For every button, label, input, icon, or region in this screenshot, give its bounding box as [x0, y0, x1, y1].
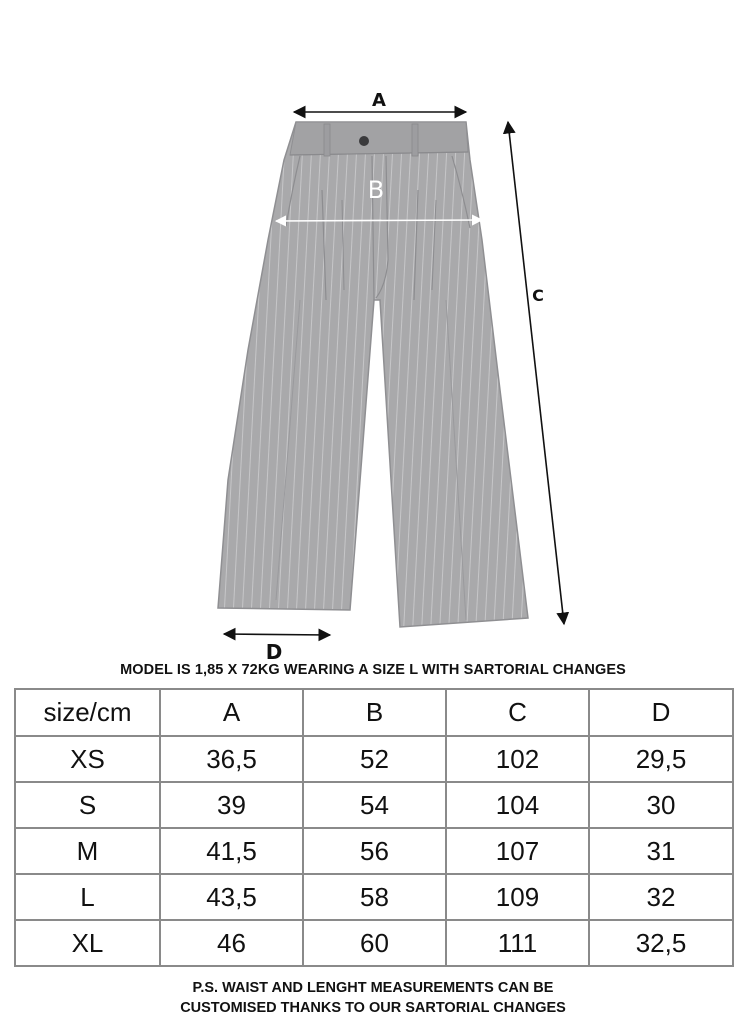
dimension-b-label: B [367, 176, 385, 204]
table-row [15, 828, 733, 874]
dimension-b-arrow [276, 220, 482, 221]
value-cell: 107 [446, 828, 589, 874]
value-cell: 32 [589, 874, 733, 920]
header-cell-c: C [446, 689, 589, 736]
value-cell: 52 [303, 736, 446, 782]
dimension-d-arrow [224, 634, 330, 635]
header-cell-size: size/cm [15, 689, 160, 736]
value-cell: 109 [446, 874, 589, 920]
header-cell-b: B [303, 689, 446, 736]
table-row [15, 736, 733, 782]
value-cell: 32,5 [589, 920, 733, 966]
value-cell: 29,5 [589, 736, 733, 782]
value-cell: 54 [303, 782, 446, 828]
value-cell: 111 [446, 920, 589, 966]
table-header-row [15, 689, 733, 736]
size-cell: S [15, 782, 160, 828]
value-cell: 46 [160, 920, 303, 966]
value-cell: 41,5 [160, 828, 303, 874]
footnote-line-2: CUSTOMISED THANKS TO OUR SARTORIAL CHANGES [180, 1000, 566, 1016]
model-note: MODEL IS 1,85 X 72KG WEARING A SIZE L WITH SARTORIAL CHANGES [120, 662, 626, 678]
value-cell: 102 [446, 736, 589, 782]
value-cell: 30 [589, 782, 733, 828]
table-row [15, 874, 733, 920]
size-cell: XL [15, 920, 160, 966]
size-chart-table [14, 688, 734, 967]
footnote [0, 978, 746, 1018]
value-cell: 104 [446, 782, 589, 828]
value-cell: 36,5 [160, 736, 303, 782]
footnote-line-1: P.S. WAIST AND LENGHT MEASUREMENTS CAN BE [192, 980, 554, 996]
value-cell: 58 [303, 874, 446, 920]
header-cell-d: D [589, 689, 733, 736]
value-cell: 39 [160, 782, 303, 828]
size-cell: XS [15, 736, 160, 782]
value-cell: 43,5 [160, 874, 303, 920]
size-cell: M [15, 828, 160, 874]
header-cell-a: A [160, 689, 303, 736]
table-row [15, 920, 733, 966]
table-row [15, 782, 733, 828]
dimension-a-label: A [372, 90, 386, 111]
value-cell: 56 [303, 828, 446, 874]
dimension-c-label: C [532, 286, 544, 305]
size-cell: L [15, 874, 160, 920]
value-cell: 60 [303, 920, 446, 966]
dimension-d-label: D [265, 640, 283, 660]
value-cell: 31 [589, 828, 733, 874]
